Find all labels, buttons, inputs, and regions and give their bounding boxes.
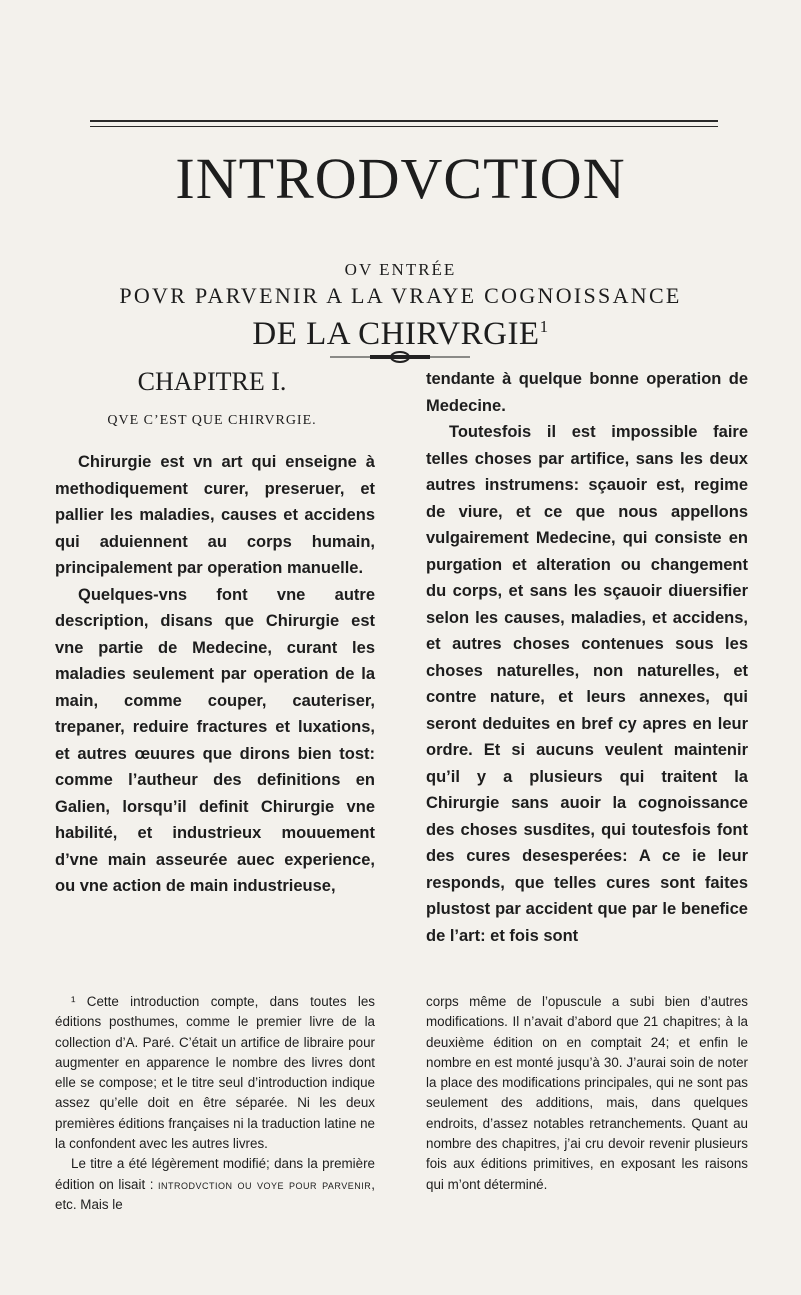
footnote-column-left	[55, 992, 375, 1215]
footnote-paragraph: corps même de l’opuscule a subi bien d’autres modifications. Il n’avait d’abord que 21 chapitres; à la deuxième édition on en comptait 24; et enfin le nombre en est monté jusqu’à 30. J’aurai soin de noter la place des modifications principales, qui ne sont pas seulement des additions, mais, dans quelques endroits, d’assez notables retranchements. Quant au nombre des chapitres, j’ai cru devoir revenir plusieurs fois aux éditions primitives, en exposant les raisons qui m’ont déterminé.	[426, 994, 748, 1192]
subtitle-dela	[0, 316, 801, 353]
subtitle-ov: OV ENTRÉE	[344, 260, 457, 279]
ornament-divider	[330, 350, 470, 364]
subtitle-dela-text: DE LA CHIRVRGIE	[252, 316, 540, 352]
page-title: INTRODVCTION	[175, 146, 626, 211]
chapter-title: CHAPITRE I.	[137, 367, 287, 396]
footnote-smallcaps: introdvction ou voye pour parvenir	[157, 1176, 372, 1192]
body-column-right	[426, 366, 748, 949]
paragraph: Toutesfois il est impossible faire telles choses par artifice, sans les deux autres instrumens: sçauoir est, regime de viure, et ce que nous appellons vulgairement Medecine, qui consiste en purgation et alteration ou changement du corps, et sans les sçauoir diuersifier selon les causes, maladies, et accidens, et autres choses contenues sous les choses naturelles, non naturelles, et contre nature, et leurs annexes, qui seront deduites en bref cy apres en leur ordre. Et si aucuns veulent maintenir qu’il y a plusieurs qui traitent la Chirurgie sans auoir la cognoissance des choses susdites, qui toutesfois font des cures desesperées: A ce ie leur responds, que telles cures sont faites plustost par accident que par le benefice de l’art: et fois sont	[426, 423, 748, 945]
body-column-left	[55, 449, 375, 900]
top-rule-thin	[90, 126, 718, 127]
footnote-text: Le titre a été légèrement modifié; dans la première édition on lisait :	[55, 1156, 375, 1192]
footnote-column-right	[426, 992, 748, 1195]
footnote-text: , etc. Mais le	[55, 1176, 375, 1212]
chapter-subtitle: QVE C’EST QUE CHIRVRGIE.	[107, 413, 317, 428]
paragraph: tendante à quelque bonne operation de Medecine.	[426, 370, 748, 415]
paragraph: Quelques-vns font vne autre description, disans que Chirurgie est vne partie de Medecine, curant les maladies seulement par operation de la main, comme couper, cauteriser, trepaner, reduire fractures et luxations, et autres œuures que dirons bien tost: comme l’autheur des definitions en Galien, lorsqu’il definit Chirurgie vne habilité, et industrieux mouuement d’vne main asseurée auec experience, ou vne action de main industrieuse,	[55, 585, 375, 895]
paragraph: Chirurgie est vn art qui enseigne à methodiquement curer, preseruer, et pallier les maladies, causes et accidens qui aduiennent au corps humain, principalement par operation manuelle.	[55, 453, 375, 577]
top-rule	[90, 120, 718, 122]
subtitle-pour: POVR PARVENIR A LA VRAYE COGNOISSANCE	[119, 283, 682, 308]
footnote-mark: 1	[539, 317, 549, 336]
footnote-paragraph: ¹ Cette introduction compte, dans toutes les éditions posthumes, comme le premier livre de la collection d’A. Paré. C’était un artifice de libraire pour augmenter en apparence le nombre des livres dont elle se compose; et le titre seul d’introduction indique assez qu’elle doit en être séparée. Ni les deux premières éditions françaises ni la traduction latine ne la confondent avec les autres livres.	[55, 994, 375, 1152]
footnote-paragraph	[55, 1154, 375, 1215]
